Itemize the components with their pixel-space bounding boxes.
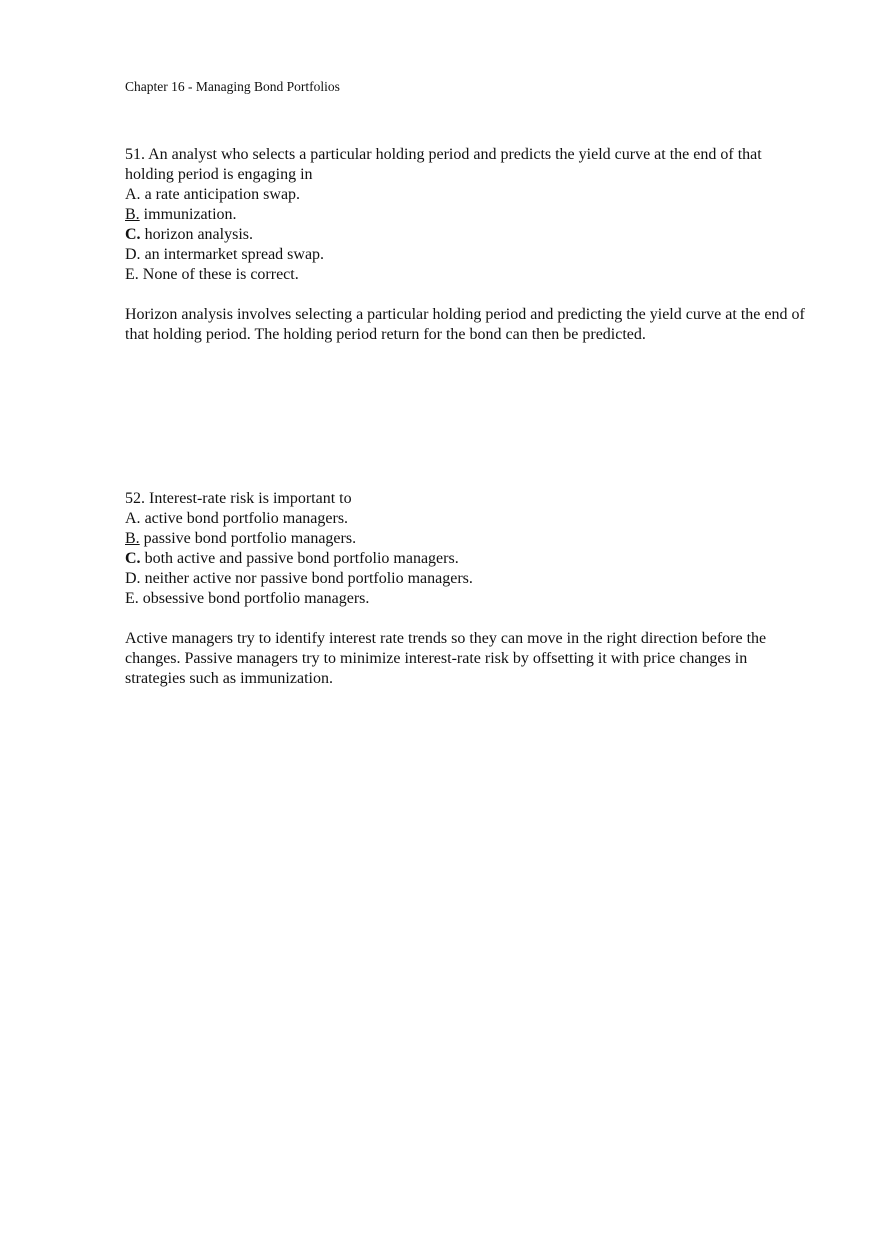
option-letter: C. xyxy=(125,226,141,243)
option-text: None of these is correct. xyxy=(138,266,299,283)
option-b xyxy=(125,205,805,225)
option-e xyxy=(125,589,805,609)
option-letter: D. xyxy=(125,570,141,587)
option-c-correct xyxy=(125,225,805,245)
option-letter: E. xyxy=(125,266,139,283)
option-letter: A. xyxy=(125,510,141,527)
option-text: neither active nor passive bond portfolio managers. xyxy=(140,570,473,587)
option-d xyxy=(125,569,805,589)
option-text: an intermarket spread swap. xyxy=(140,246,325,263)
option-c-correct xyxy=(125,549,805,569)
option-d xyxy=(125,245,805,265)
option-b xyxy=(125,529,805,549)
option-e xyxy=(125,265,805,285)
option-text: both active and passive bond portfolio managers. xyxy=(140,550,459,567)
explanation: Horizon analysis involves selecting a particular holding period and predicting the yield curve at the end of that holding period. The holding period return for the bond can then be predicted. xyxy=(125,306,805,343)
option-letter: B. xyxy=(125,206,140,223)
option-text: passive bond portfolio managers. xyxy=(139,530,357,547)
question-stem: 52. Interest-rate risk is important to xyxy=(125,490,352,507)
chapter-header: Chapter 16 - Managing Bond Portfolios xyxy=(125,79,340,94)
question-stem: 51. An analyst who selects a particular holding period and predicts the yield curve at the end of that holding period is engaging in xyxy=(125,146,762,183)
option-text: obsessive bond portfolio managers. xyxy=(138,590,370,607)
option-text: immunization. xyxy=(139,206,237,223)
question-52 xyxy=(125,489,805,689)
option-letter: E. xyxy=(125,590,139,607)
option-a xyxy=(125,185,805,205)
option-letter: D. xyxy=(125,246,141,263)
option-letter: C. xyxy=(125,550,141,567)
question-51 xyxy=(125,145,805,345)
explanation: Active managers try to identify interest rate trends so they can move in the right direction before the changes. Passive managers try to minimize interest-rate risk by offsetting it with price changes in strategies such as immunization. xyxy=(125,630,767,687)
option-a xyxy=(125,509,805,529)
option-text: horizon analysis. xyxy=(140,226,253,243)
option-text: a rate anticipation swap. xyxy=(140,186,301,203)
option-letter: B. xyxy=(125,530,140,547)
option-text: active bond portfolio managers. xyxy=(140,510,349,527)
option-letter: A. xyxy=(125,186,141,203)
